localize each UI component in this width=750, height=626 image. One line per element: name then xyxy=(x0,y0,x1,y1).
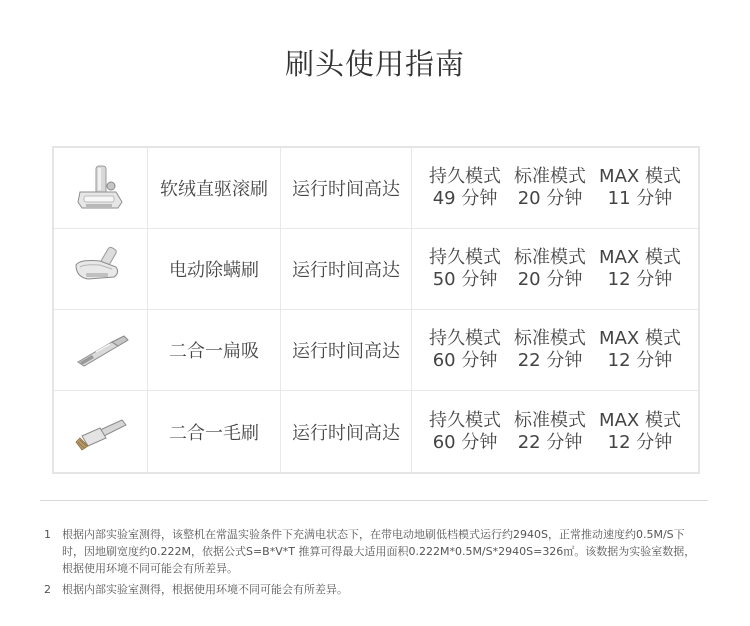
mode-name: 标准模式 xyxy=(514,247,587,268)
mode-time: 12 分钟 xyxy=(607,431,673,453)
table-row xyxy=(54,310,698,391)
mode-eco xyxy=(429,328,501,372)
mode-time: 22 分钟 xyxy=(517,431,583,453)
mode-time: 60 分钟 xyxy=(432,431,498,453)
footnote-number: 1 xyxy=(44,528,51,541)
mode-standard xyxy=(514,410,586,454)
table-row xyxy=(54,148,698,229)
table-row xyxy=(54,229,698,310)
mode-time: 20 分钟 xyxy=(517,188,583,209)
mode-name: 持久模式 xyxy=(429,409,502,431)
mode-name: 标准模式 xyxy=(514,409,587,431)
brush-name: 软绒直驱滚刷 xyxy=(148,148,281,228)
mode-name: 持久模式 xyxy=(429,328,502,349)
footnote xyxy=(44,526,704,577)
brush-guide-table xyxy=(52,146,700,474)
mode-runtimes xyxy=(412,391,698,472)
brush-name: 电动除螨刷 xyxy=(148,229,281,309)
page-title: 刷头使用指南 xyxy=(284,47,465,81)
mode-name: 持久模式 xyxy=(429,247,502,268)
mode-time: 12 分钟 xyxy=(607,269,673,290)
mode-eco xyxy=(429,247,501,291)
roller-brush-head-icon xyxy=(54,148,148,228)
mode-name: MAX 模式 xyxy=(599,328,681,349)
footnote xyxy=(44,581,704,598)
mode-name: 持久模式 xyxy=(429,166,502,187)
mode-standard xyxy=(514,166,586,210)
mode-runtimes xyxy=(412,148,698,228)
mode-time: 12 分钟 xyxy=(607,350,673,371)
dusting-brush-icon xyxy=(54,391,148,472)
mode-time: 20 分钟 xyxy=(517,269,583,290)
mode-name: MAX 模式 xyxy=(599,409,681,431)
mode-time: 50 分钟 xyxy=(432,269,498,290)
mode-max xyxy=(599,166,681,210)
mode-eco xyxy=(429,410,501,454)
runtime-label: 运行时间高达 xyxy=(281,391,412,472)
table-row xyxy=(54,391,698,472)
mode-time: 11 分钟 xyxy=(607,188,673,209)
footnotes xyxy=(44,526,704,602)
mode-max xyxy=(599,410,681,454)
mode-name: 标准模式 xyxy=(514,166,587,187)
mode-name: 标准模式 xyxy=(514,328,587,349)
mode-runtimes xyxy=(412,310,698,390)
divider xyxy=(40,500,708,501)
crevice-nozzle-icon xyxy=(54,310,148,390)
mode-name: MAX 模式 xyxy=(599,247,681,268)
mite-removal-brush-icon xyxy=(54,229,148,309)
mode-time: 49 分钟 xyxy=(432,188,498,209)
mode-eco xyxy=(429,166,501,210)
mode-runtimes xyxy=(412,229,698,309)
brush-name: 二合一扁吸 xyxy=(148,310,281,390)
mode-standard xyxy=(514,328,586,372)
mode-time: 22 分钟 xyxy=(517,350,583,371)
mode-standard xyxy=(514,247,586,291)
footnote-text: 根据内部实验室测得，该整机在常温实验条件下充满电状态下，在带电动地刷低档模式运行约2940S，正常推动速度约0.5M/S下时，因地刷宽度约0.222M，依据公式S=B*V*T 推算可得最大适用面积0.222M*0.5M/S*2940S=326㎡。该数据为实验室数据，根据使用环境不同可能会有所差异。 xyxy=(62,528,696,575)
mode-time: 60 分钟 xyxy=(432,350,498,371)
footnote-text: 根据内部实验室测得，根据使用环境不同可能会有所差异。 xyxy=(62,583,348,596)
footnote-number: 2 xyxy=(44,583,51,596)
runtime-label: 运行时间高达 xyxy=(281,148,412,228)
mode-max xyxy=(599,247,681,291)
mode-name: MAX 模式 xyxy=(599,166,681,187)
brush-name: 二合一毛刷 xyxy=(148,391,281,472)
mode-max xyxy=(599,328,681,372)
runtime-label: 运行时间高达 xyxy=(281,229,412,309)
runtime-label: 运行时间高达 xyxy=(281,310,412,390)
